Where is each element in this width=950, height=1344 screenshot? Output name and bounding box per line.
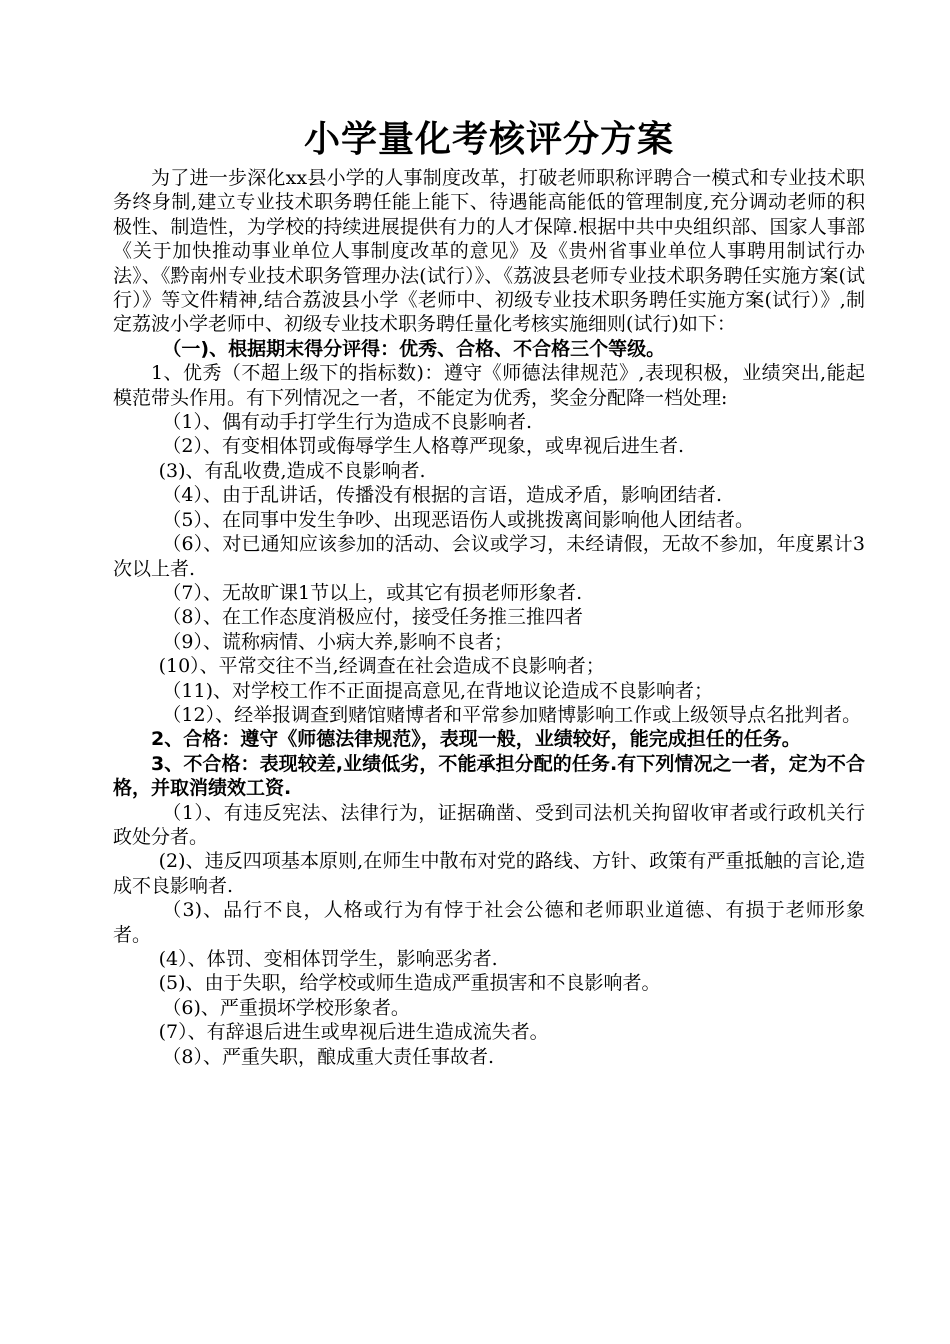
unqualified-item-2: (2)、违反四项基本原则,在师生中散布对党的路线、方针、政策有严重抵触的言论,造成不良影响者. — [113, 850, 865, 897]
intro-paragraph: 为了进一步深化xx县小学的人事制度改革，打破老师职称评聘合一模式和专业技术职务终身制,建立专业技术职务聘任能上能下、待遇能高能低的管理制度,充分调动老师的积极性、制造性，为学校的持续进展提供有力的人才保障.根据中共中央组织部、国家人事部《关于加快推动事业单位人事制度改革的意见》及《贵州省事业单位人事聘用制试行办法》、《黔南州专业技术职务管理办法(试行）》、《荔波县老师专业技术职务聘任实施方案(试行）》等文件精神,结合荔波县小学《老师中、初级专业技术职务聘任实施方案(试行）》,制定荔波小学老师中、初级专业技术职务聘任量化考核实施细则(试行)如下： — [113, 167, 865, 336]
excellent-item-3: (3)、有乱收费,造成不良影响者. — [158, 459, 426, 482]
unqualified-item-7: (7）、有辞退后进生或卑视后进生造成流失者。 — [158, 1021, 549, 1044]
excellent-intro: 1、优秀（不超上级下的指标数)：遵守《师德法律规范》,表现积极，业绩突出,能起模范带头作用。有下列情况之一者，不能定为优秀，奖金分配降一档处理: — [113, 362, 865, 409]
document-page — [113, 118, 865, 1069]
unqualified-item-6: （6)、严重损坏学校形象者。 — [162, 996, 410, 1019]
excellent-item-10: (10）、平常交往不当,经调查在社会造成不良影响者； — [158, 655, 605, 678]
excellent-item-11: （11)、对学校工作不正面提高意见,在背地议论造成不良影响者； — [162, 679, 714, 702]
unqualified-item-4: (4）、体罚、变相体罚学生，影响恶劣者. — [158, 948, 498, 970]
excellent-item-1: （1）、偶有动手打学生行为造成不良影响者. — [162, 411, 533, 434]
excellent-item-5: （5）、在同事中发生争吵、出现恶语伤人或挑拨离间影响他人团结者。 — [162, 508, 754, 531]
unqualified-item-5: (5)、由于失职，给学校或师生造成严重损害和不良影响者。 — [158, 972, 661, 995]
excellent-item-4: （4）、由于乱讲话，传播没有根据的言语，造成矛盾，影响团结者. — [162, 484, 723, 507]
excellent-item-7: （7）、无故旷课1节以上，或其它有损老师形象者. — [162, 581, 583, 604]
unqualified-intro: 3、不合格：表现较差,业绩低劣，不能承担分配的任务.有下列情况之一者，定为不合格，并取消绩效工资. — [113, 752, 865, 800]
unqualified-item-8: （8）、严重失职，酿成重大责任事故者. — [162, 1045, 495, 1068]
qualified-paragraph: 2、合格：遵守《师德法律规范》，表现一般，业绩较好，能完成担任的任务。 — [151, 728, 801, 751]
excellent-item-8: （8）、在工作态度消极应付，接受任务推三推四者 — [162, 606, 583, 629]
excellent-item-9: （9）、谎称病情、小病大养,影响不良者； — [162, 630, 514, 653]
excellent-item-6: （6）、对已通知应该参加的活动、会议或学习，未经请假，无故不参加，年度累计3次以上者. — [113, 533, 865, 580]
section1-heading: （一)、根据期末得分评得：优秀、合格、不合格三个等级。 — [162, 337, 666, 360]
unqualified-item-1: （1）、有违反宪法、法律行为，证据确凿、受到司法机关拘留收审者或行政机关行政处分者。 — [113, 801, 865, 848]
unqualified-item-3: （3)、品行不良，人格或行为有悖于社会公德和老师职业道德、有损于老师形象者。 — [113, 899, 865, 946]
excellent-item-12: （12）、经举报调查到赌馆赌博者和平常参加赌博影响工作或上级领导点名批判者。 — [162, 703, 862, 726]
page-title: 小学量化考核评分方案 — [303, 119, 674, 160]
excellent-item-2: （2）、有变相体罚或侮辱学生人格尊严现象，或卑视后进生者. — [162, 435, 685, 458]
